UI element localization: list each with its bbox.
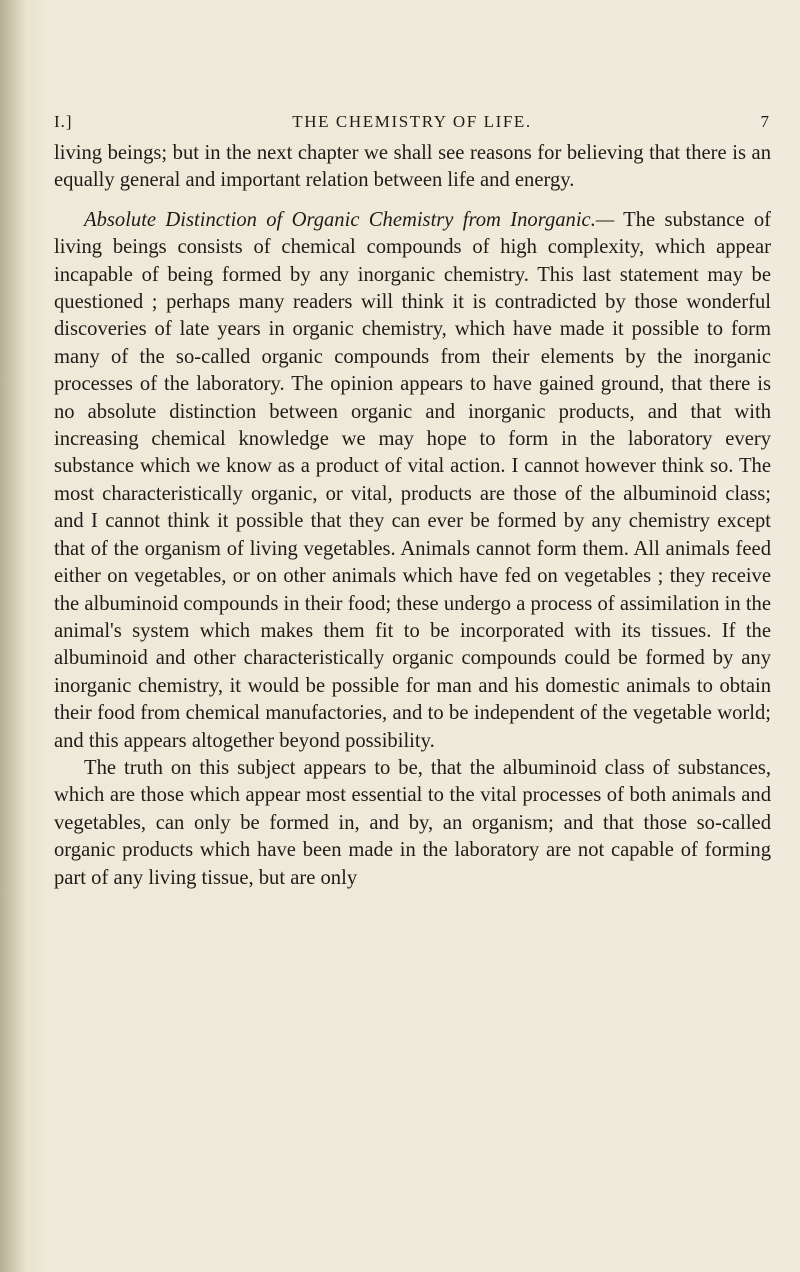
binding-shadow xyxy=(0,0,26,1272)
chapter-marker: I.] xyxy=(54,112,73,131)
running-head xyxy=(54,112,770,138)
paragraph-section xyxy=(54,207,771,755)
running-title: THE CHEMISTRY OF LIFE. xyxy=(292,112,532,131)
paragraph-text: living beings; but in the next chapter we shall see reasons for believing that there is an equally general and important relation between life and energy. xyxy=(54,142,771,192)
paragraph-continued xyxy=(54,140,771,195)
body-text xyxy=(54,140,771,892)
paragraph-text: The truth on this subject appears to be, that the albuminoid class of substances, which are those which appear most essential to the vital processes of both animals and vegetables, can only be formed in, and by, an organism; and that those so-called organic products which have been made in the laboratory are not capable of forming part of any living tissue, but are only xyxy=(54,756,771,889)
paragraph xyxy=(54,755,771,892)
paragraph-text: The substance of living beings consists of chemical compounds of high complexity, which appear incapable of being formed by any inorganic chemistry. This last statement may be questioned ; perhaps many readers will think it is contradicted by those wonderful discoveries of late years in organic chemistry, which have made it possible to form many of the so-called organic compounds from their elements by the inorganic processes of the laboratory. The opinion appears to have gained ground, that there is no absolute distinction between organic and inorganic products, and that with increasing chemical knowledge we may hope to form in the laboratory every substance which we know as a product of vital action. I cannot however think so. The most characteristically organic, or vital, products are those of the albuminoid class; and I cannot think it possible that they can ever be formed by any chemistry except that of the organism of living vegetables. Animals cannot form them. All animals feed either on vegetables, or on other animals which have fed on vegetables ; they receive the albuminoid compounds in their food; these undergo a process of assimilation in the animal's system which makes them fit to be incorporated with its tissues. If the albuminoid and other characteristically organic compounds could be formed by any inorganic chemistry, it would be possible for man and his domestic animals to obtain their food from chemical manufactories, and to be independent of the vegetable world; and this appears altogether beyond possibility. xyxy=(54,208,771,752)
page-number: 7 xyxy=(760,112,770,131)
section-heading: Absolute Distinction of Organic Chemistry from Inorganic.— xyxy=(84,208,615,231)
